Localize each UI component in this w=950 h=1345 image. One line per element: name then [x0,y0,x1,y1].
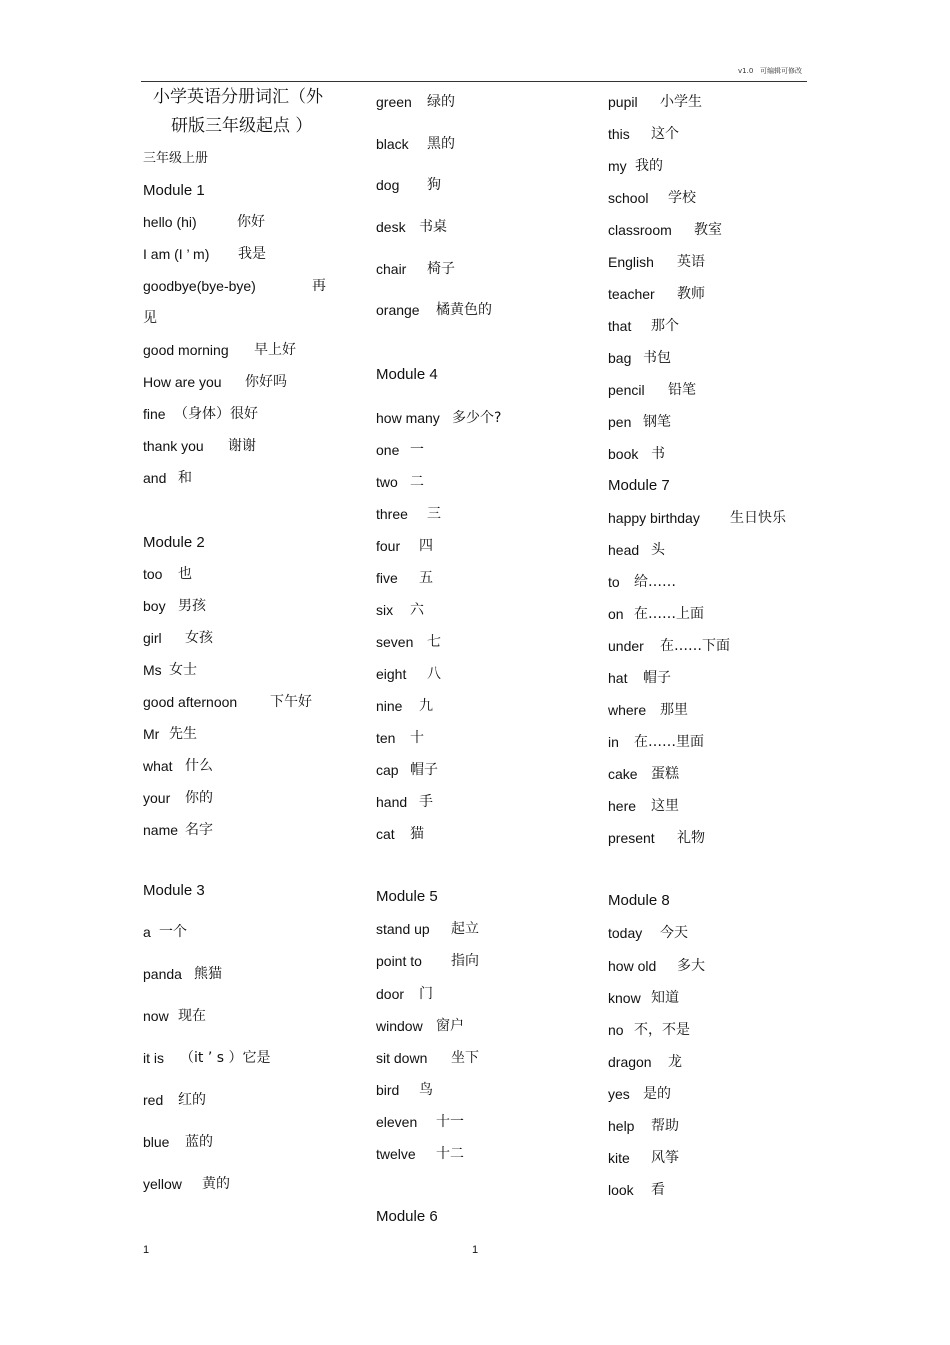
word-en: blue [143,1134,170,1150]
word-en: twelve [376,1146,416,1162]
module-6-heading: Module 6 [376,1208,438,1225]
word-en: girl [143,630,162,646]
word-en: too [143,566,163,582]
word-en: three [376,506,408,522]
word-en: chair [376,261,407,277]
word-en: goodbye(bye-bye) [143,278,256,294]
page-number-left: 1 [143,1244,150,1256]
word-en: yellow [143,1176,182,1192]
word-en: school [608,190,649,206]
page-number-center: 1 [472,1244,479,1256]
word-zh: 你好 [237,214,265,230]
word-zh: 蛋糕 [651,766,679,782]
word-en: orange [376,302,420,318]
word-zh: 十一 [436,1114,464,1130]
word-en: nine [376,698,403,714]
word-en: green [376,94,412,110]
word-en: pen [608,414,632,430]
word-en: sit down [376,1050,428,1066]
word-zh: 知道 [651,990,679,1006]
word-zh: 早上好 [254,342,296,358]
word-en: my [608,158,627,174]
word-en: your [143,790,171,806]
word-zh: 风筝 [651,1150,679,1166]
word-en: good afternoon [143,694,238,710]
word-zh: 红的 [178,1092,206,1108]
word-zh: 女孩 [185,630,213,646]
word-en: good morning [143,342,229,358]
word-en: kite [608,1150,630,1166]
word-en: one [376,442,400,458]
word-en: under [608,638,644,654]
word-en: how many [376,410,440,426]
word-zh: 九 [419,698,433,714]
word-zh: 七 [427,634,441,650]
word-zh: 帽子 [410,762,438,778]
word-zh: 那个 [651,318,679,334]
word-en: it is [143,1050,164,1066]
word-zh: 手 [419,794,433,810]
word-zh: 礼物 [677,830,705,846]
word-zh: 头 [651,542,665,558]
word-zh: 教室 [694,222,722,238]
word-zh: 一个 [159,924,187,940]
word-zh: 你好吗 [245,374,287,390]
word-zh: 是的 [643,1086,671,1102]
word-en: hand [376,794,408,810]
word-zh: 一 [410,442,424,458]
word-en: book [608,446,639,462]
word-zh: 狗 [427,177,441,193]
word-en: cap [376,762,399,778]
word-en: 见 [143,310,157,326]
word-en: pencil [608,382,645,398]
word-zh: 书桌 [419,219,447,235]
word-en: to [608,574,620,590]
word-en: now [143,1008,169,1024]
word-en: in [608,734,619,750]
word-en: a [143,924,151,940]
word-zh: 这里 [651,798,679,814]
word-zh: 不，不是 [634,1022,690,1038]
word-en: that [608,318,632,334]
word-zh: 教师 [677,286,705,302]
word-zh: 你的 [185,790,213,806]
word-en: bag [608,350,632,366]
word-en: How are you [143,374,222,390]
word-en: hat [608,670,628,686]
word-en: fine [143,406,166,422]
word-zh: 绿的 [427,94,455,110]
word-zh: 钢笔 [643,414,671,430]
word-zh: 蓝的 [185,1134,213,1150]
word-zh: 帮助 [651,1118,679,1134]
word-en: head [608,542,640,558]
word-zh: 指向 [451,953,479,969]
word-en: dragon [608,1054,652,1070]
word-zh: 十 [410,730,424,746]
word-zh: 也 [178,566,192,582]
word-en: English [608,254,654,270]
word-zh: 三 [427,506,441,522]
word-en: happy birthday [608,510,700,526]
word-zh: 四 [419,538,433,554]
word-zh: 什么 [185,758,213,774]
module-8-heading: Module 8 [608,892,670,909]
word-zh: 窗户 [436,1018,464,1034]
word-zh: 给…… [634,574,676,590]
module-5-heading: Module 5 [376,888,438,905]
word-en: no [608,1022,624,1038]
word-en: black [376,136,409,152]
word-zh: 龙 [668,1054,682,1070]
word-zh: 现在 [178,1008,206,1024]
word-zh: 和 [178,470,192,486]
word-zh: 帽子 [643,670,671,686]
module-7-heading: Module 7 [608,477,670,494]
word-zh: 多少个? [452,410,502,426]
word-zh: 熊猫 [194,966,222,982]
word-zh: 我是 [238,246,266,262]
module-3-heading: Module 3 [143,882,205,899]
word-zh: 在……下面 [660,638,730,654]
word-zh: 再 [312,278,326,294]
word-zh: 二 [410,474,424,490]
word-zh: 六 [410,602,424,618]
word-en: dog [376,177,400,193]
word-zh: 今天 [660,925,688,941]
word-en: ten [376,730,396,746]
word-zh: 名字 [185,822,213,838]
word-en: know [608,990,641,1006]
word-zh: 下午好 [270,694,312,710]
word-en: here [608,798,637,814]
word-zh: 先生 [169,726,197,742]
module-2-heading: Module 2 [143,534,205,551]
word-zh: 椅子 [427,261,455,277]
word-en: teacher [608,286,655,302]
word-en: Ms [143,662,162,678]
word-en: pupil [608,94,638,110]
page-title-line2: 研版三年级起点 ） [171,116,313,136]
word-en: classroom [608,222,672,238]
word-zh: 书包 [643,350,671,366]
word-en: cat [376,826,395,842]
word-zh: 黑的 [427,136,455,152]
word-zh: 小学生 [660,94,702,110]
word-en: five [376,570,398,586]
module-1-heading: Module 1 [143,182,205,199]
word-zh: 门 [419,986,433,1002]
word-en: desk [376,219,406,235]
word-en: six [376,602,394,618]
word-en: yes [608,1086,630,1102]
word-zh: 橘黄色的 [436,302,492,318]
word-en: on [608,606,624,622]
page-title-line1: 小学英语分册词汇（外 [153,87,323,107]
word-en: bird [376,1082,400,1098]
word-en: what [143,758,173,774]
word-zh: 铅笔 [668,382,696,398]
word-en: where [608,702,647,718]
word-en: this [608,126,630,142]
word-zh: （it ’ s ）它是 [180,1050,271,1066]
word-en: door [376,986,405,1002]
word-en: Mr [143,726,160,742]
word-en: present [608,830,655,846]
word-zh: 在……里面 [634,734,704,750]
word-zh: 猫 [410,826,424,842]
word-en: two [376,474,398,490]
word-zh: 八 [427,666,441,682]
word-zh: 看 [651,1182,665,1198]
word-en: and [143,470,167,486]
word-zh: 黄的 [202,1176,230,1192]
grade-subtitle: 三年级上册 [143,151,209,166]
word-zh: 那里 [660,702,688,718]
word-en: eight [376,666,407,682]
word-en: look [608,1182,634,1198]
word-zh: 这个 [651,126,679,142]
word-zh: 五 [419,570,433,586]
word-zh: 坐下 [451,1050,479,1066]
word-zh: 多大 [677,958,705,974]
word-en: red [143,1092,164,1108]
word-en: cake [608,766,638,782]
word-zh: 我的 [635,158,663,174]
word-en: stand up [376,921,430,937]
word-en: help [608,1118,635,1134]
word-en: boy [143,598,166,614]
header-note: 可编辑可修改 [759,67,802,75]
word-zh: 起立 [451,921,479,937]
word-zh: 谢谢 [228,438,256,454]
word-zh: 男孩 [178,598,206,614]
word-zh: 书 [651,446,665,462]
word-zh: 女士 [169,662,197,678]
word-en: window [376,1018,423,1034]
word-en: seven [376,634,414,650]
word-en: how old [608,958,657,974]
word-en: I am (I ’ m) [143,246,210,262]
header-version-note [738,66,802,76]
header-version: v1.0 [738,67,754,75]
word-en: eleven [376,1114,418,1130]
header-rule [141,81,807,82]
word-en: point to [376,953,422,969]
word-zh: 学校 [668,190,696,206]
word-zh: 鸟 [419,1082,433,1098]
word-zh: （身体）很好 [174,406,258,422]
word-zh: 英语 [677,254,705,270]
word-zh: 十二 [436,1146,464,1162]
word-en: name [143,822,179,838]
word-zh: 生日快乐 [730,510,786,526]
word-en: panda [143,966,182,982]
word-en: thank you [143,438,204,454]
word-en: today [608,925,643,941]
word-zh: 在……上面 [634,606,704,622]
module-4-heading: Module 4 [376,366,438,383]
word-en: four [376,538,401,554]
word-en: hello (hi) [143,214,197,230]
